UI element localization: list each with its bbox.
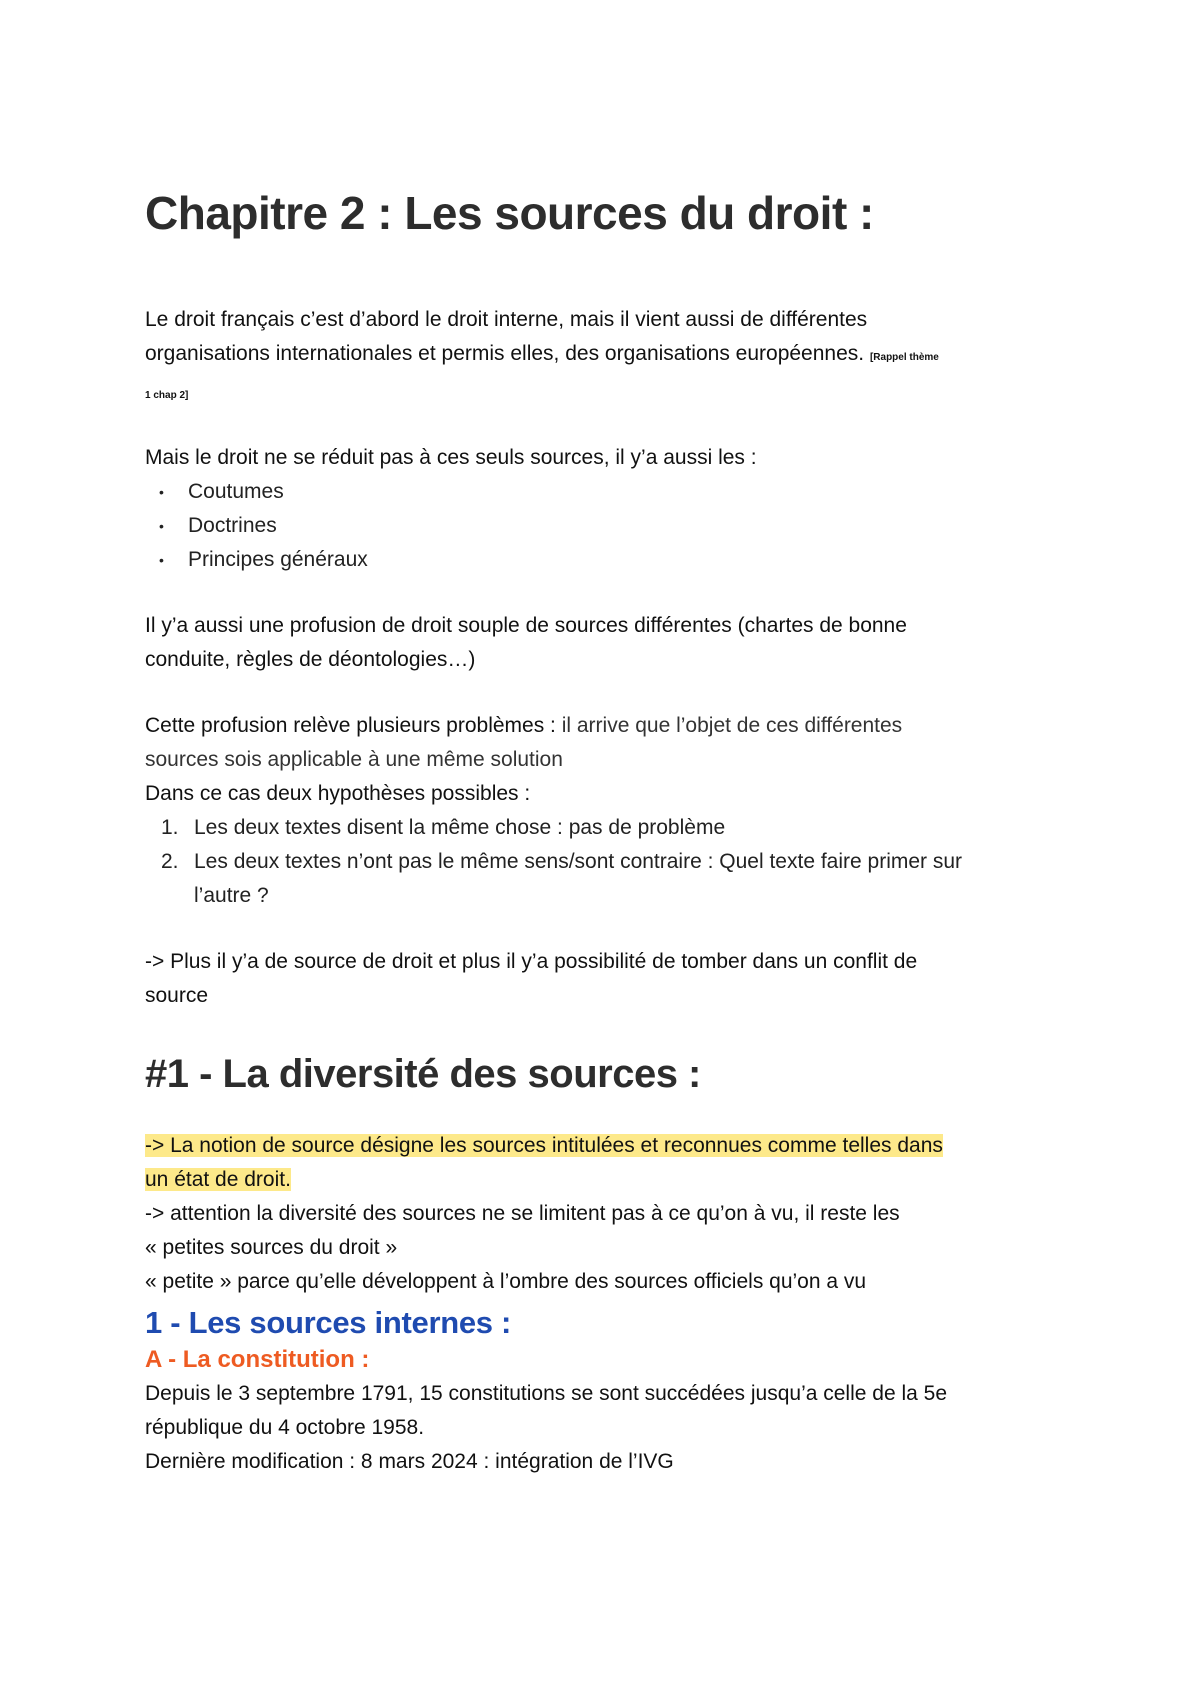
sources-intro: Mais le droit ne se réduit pas à ces seuls sources, il y’a aussi les : — [145, 446, 757, 469]
subsection-heading: 1 - Les sources internes : — [145, 1305, 512, 1340]
profusion-line-2: conduite, règles de déontologies…) — [145, 648, 476, 671]
bullet-icon: • — [159, 552, 164, 568]
hypotheses-list — [145, 811, 1060, 913]
document-content — [145, 185, 1060, 1479]
problems-line-2: sources sois applicable à une même solution — [145, 748, 563, 771]
problems-line-1 — [145, 709, 1060, 743]
list-item: • Doctrines — [155, 509, 1060, 543]
sources-list — [145, 475, 1060, 577]
constitution-line-1: Depuis le 3 septembre 1791, 15 constitutions se sont succédées jusqu’a celle de la 5e — [145, 1382, 947, 1405]
intro-note-a: [Rappel thème — [869, 352, 939, 363]
hypotheses-intro: Dans ce cas deux hypothèses possibles : — [145, 782, 531, 805]
bullet-icon: • — [159, 518, 164, 534]
problems-rest: il arrive que l’objet de ces différentes — [555, 714, 903, 737]
intro-line-1: Le droit français c’est d’abord le droit interne, mais il vient aussi de différentes — [145, 308, 868, 331]
page-title: Chapitre 2 : Les sources du droit : — [145, 187, 874, 239]
list-item: 1. Les deux textes disent la même chose : pas de problème — [161, 816, 726, 839]
section-line-4: « petites sources du droit » — [145, 1236, 398, 1259]
section-line-3: -> attention la diversité des sources ne se limitent pas à ce qu’on à vu, il reste les — [145, 1202, 900, 1225]
problems-bold: Cette profusion relève plusieurs problèmes : — [145, 714, 556, 737]
list-item: • Principes généraux — [155, 543, 1060, 577]
list-item: • Coutumes — [155, 475, 1060, 509]
constitution-line-3: Dernière modification : 8 mars 2024 : intégration de l’IVG — [145, 1450, 674, 1473]
list-item: 2. Les deux textes n’ont pas le même sens/sont contraire : Quel texte faire primer sur l’autre ? — [161, 850, 963, 907]
conclusion-line-1: -> Plus il y’a de source de droit et plus il y’a possibilité de tomber dans un conflit de — [145, 950, 918, 973]
bullet-icon: • — [159, 484, 164, 500]
profusion-line-1: Il y’a aussi une profusion de droit souple de sources différentes (chartes de bonne — [145, 614, 907, 637]
intro-note-b: 1 chap 2] — [145, 390, 189, 401]
section-heading: #1 - La diversité des sources : — [145, 1052, 701, 1096]
highlight-line-1: -> La notion de source désigne les sources intitulées et reconnues comme telles dans — [145, 1134, 943, 1157]
section-line-5: « petite » parce qu’elle développent à l’ombre des sources officiels qu’on a vu — [145, 1270, 867, 1293]
intro-line-2: organisations internationales et permis elles, des organisations européennes. [Rappel thème — [145, 342, 939, 365]
constitution-line-2: république du 4 octobre 1958. — [145, 1416, 425, 1439]
subsubsection-heading: A - La constitution : — [145, 1346, 370, 1373]
highlight-line-2: un état de droit. — [145, 1168, 291, 1191]
intro-line-3 — [145, 375, 1060, 413]
conclusion-line-2: source — [145, 984, 209, 1007]
